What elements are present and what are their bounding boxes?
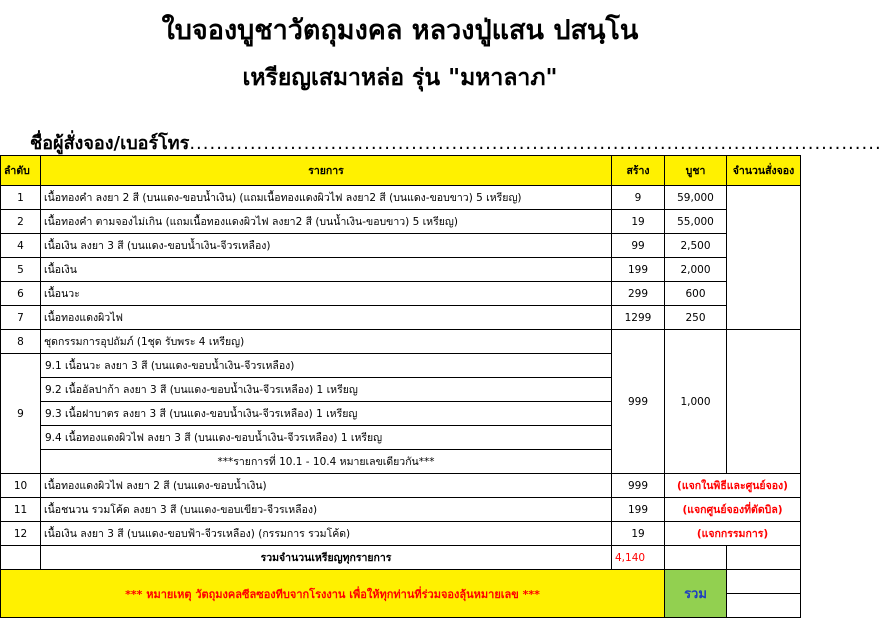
row-item: ชุดกรรมการอุปถัมภ์ (1ชุด รับพระ 4 เหรียญ)	[41, 330, 612, 354]
row-made: 199	[612, 258, 665, 282]
row-item: เนื้อทองแดงผิวไฟ	[41, 306, 612, 330]
table-row	[1, 282, 801, 306]
orderer-field[interactable]	[30, 128, 882, 157]
table-row	[1, 186, 801, 210]
table-row	[1, 258, 801, 282]
row-seq: 6	[1, 282, 41, 306]
set-made: 999	[612, 330, 665, 474]
row-item: เนื้อชนวน รวมโค้ด ลงยา 3 สี (บนแดง-ขอบเขียว-จีวรเหลือง)	[41, 498, 612, 522]
table-row	[1, 498, 801, 522]
orderer-dots: .......................................................................................................	[189, 133, 882, 154]
row-item: เนื้อเงิน ลงยา 3 สี (บนแดง-ขอบฟ้า-จีวรเหลือง) (กรรมการ รวมโค้ด)	[41, 522, 612, 546]
table-header-row	[1, 156, 801, 186]
table-row	[1, 474, 801, 498]
sub-item: 9.2 เนื้ออัลปาก้า ลงยา 3 สี (บนแดง-ขอบน้ำเงิน-จีวรเหลือง) 1 เหรียญ	[41, 378, 612, 402]
row-item: เนื้อเงิน	[41, 258, 612, 282]
footer-row	[1, 570, 801, 594]
row-made: 1299	[612, 306, 665, 330]
row-made: 19	[612, 522, 665, 546]
col-header-seq: ลำดับ	[1, 156, 41, 186]
total-row	[1, 546, 801, 570]
sub-item: 9.4 เนื้อทองแดงผิวไฟ ลงยา 3 สี (บนแดง-ขอบน้ำเงิน-จีวรเหลือง) 1 เหรียญ	[41, 426, 612, 450]
row-price: 250	[665, 306, 727, 330]
total-spacer	[1, 546, 41, 570]
row-seq: 4	[1, 234, 41, 258]
total-empty	[727, 546, 801, 570]
row-item: เนื้อนวะ	[41, 282, 612, 306]
row-price: 2,000	[665, 258, 727, 282]
row-seq: 2	[1, 210, 41, 234]
qty-input-cell[interactable]	[727, 330, 801, 474]
total-empty	[665, 546, 727, 570]
row-distribution: (แจกศูนย์จองที่ตัดบิล)	[665, 498, 801, 522]
row-seq: 7	[1, 306, 41, 330]
row-made: 199	[612, 498, 665, 522]
table-row	[1, 306, 801, 330]
row-made: 999	[612, 474, 665, 498]
sub-item: 9.1 เนื้อนวะ ลงยา 3 สี (บนแดง-ขอบน้ำเงิน-จีวรเหลือง)	[41, 354, 612, 378]
row-seq: 10	[1, 474, 41, 498]
row-made: 99	[612, 234, 665, 258]
col-header-qty: จำนวนสั่งจอง	[727, 156, 801, 186]
table-row	[1, 210, 801, 234]
set-note: ***รายการที่ 10.1 - 10.4 หมายเลขเดียวกัน***	[41, 450, 612, 474]
row-price: 600	[665, 282, 727, 306]
row-distribution: (แจกกรรมการ)	[665, 522, 801, 546]
set-price: 1,000	[665, 330, 727, 474]
row-seq: 1	[1, 186, 41, 210]
row-seq: 8	[1, 330, 41, 354]
table-row	[1, 234, 801, 258]
table-row	[1, 522, 801, 546]
row-item: เนื้อเงิน ลงยา 3 สี (บนแดง-ขอบน้ำเงิน-จีวรเหลือง)	[41, 234, 612, 258]
total-value: 4,140	[612, 546, 665, 570]
table-row	[1, 330, 801, 354]
footer-note: *** หมายเหตุ วัตถุมงคลซีลซองทีบจากโรงงาน เพื่อให้ทุกท่านที่ร่วมจองลุ้นหมายเลข ***	[1, 570, 665, 618]
row-seq: 12	[1, 522, 41, 546]
page-subtitle: เหรียญเสมาหล่อ รุ่น "มหาลาภ"	[242, 65, 558, 91]
page-title: ใบจองบูชาวัตถุมงคล หลวงปู่แสน ปสนฺโน	[161, 15, 639, 46]
order-table	[0, 155, 801, 618]
orderer-label: ชื่อผู้สั่งจอง/เบอร์โทร	[30, 133, 190, 154]
row-price: 59,000	[665, 186, 727, 210]
col-header-item: รายการ	[41, 156, 612, 186]
footer-sum-label: รวม	[665, 570, 727, 618]
row-price: 2,500	[665, 234, 727, 258]
row-seq: 5	[1, 258, 41, 282]
row-item: เนื้อทองแดงผิวไฟ ลงยา 2 สี (บนแดง-ขอบน้ำเงิน)	[41, 474, 612, 498]
row-price: 55,000	[665, 210, 727, 234]
total-label: รวมจำนวนเหรียญทุกรายการ	[41, 546, 612, 570]
sum-input-cell[interactable]	[727, 570, 801, 594]
row-item: เนื้อทองคำ ลงยา 2 สี (บนแดง-ขอบน้ำเงิน) (แถมเนื้อทองแดงผิวไฟ ลงยา2 สี (บนแดง-ขอบขาว) 5 เหรียญ)	[41, 186, 612, 210]
col-header-price: บูชา	[665, 156, 727, 186]
col-header-made: สร้าง	[612, 156, 665, 186]
row-made: 19	[612, 210, 665, 234]
sub-item: 9.3 เนื้อฝาบาตร ลงยา 3 สี (บนแดง-ขอบน้ำเงิน-จีวรเหลือง) 1 เหรียญ	[41, 402, 612, 426]
row-made: 9	[612, 186, 665, 210]
row-seq: 11	[1, 498, 41, 522]
row-seq: 9	[1, 354, 41, 474]
sum-input-cell[interactable]	[727, 594, 801, 618]
row-distribution: (แจกในพิธีและศูนย์จอง)	[665, 474, 801, 498]
row-made: 299	[612, 282, 665, 306]
qty-input-cell[interactable]	[727, 186, 801, 330]
row-item: เนื้อทองคำ ตามจองไม่เกิน (แถมเนื้อทองแดงผิวไฟ ลงยา2 สี (บนน้ำเงิน-ขอบขาว) 5 เหรียญ)	[41, 210, 612, 234]
